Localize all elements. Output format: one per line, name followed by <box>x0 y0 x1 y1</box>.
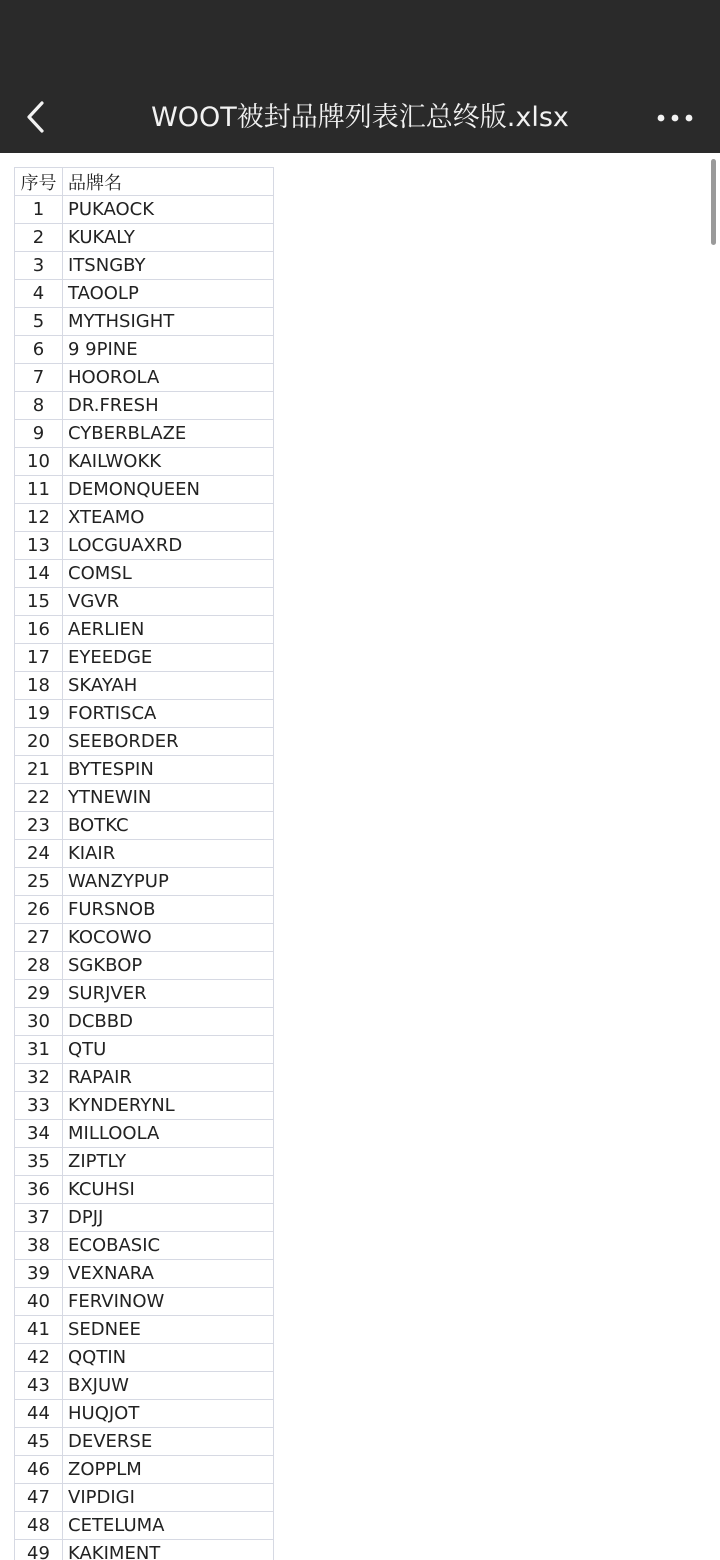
brand-name-cell[interactable]: 9 9PINE <box>63 336 274 364</box>
table-row <box>15 1400 274 1428</box>
brand-name-cell[interactable]: WANZYPUP <box>63 868 274 896</box>
brand-name-cell[interactable]: DPJJ <box>63 1204 274 1232</box>
brand-name-cell[interactable]: TAOOLP <box>63 280 274 308</box>
brand-table <box>14 167 274 1560</box>
table-row <box>15 224 274 252</box>
brand-name-cell[interactable]: YTNEWIN <box>63 784 274 812</box>
row-index-cell[interactable]: 6 <box>15 336 63 364</box>
header-row <box>15 168 274 196</box>
table-row <box>15 336 274 364</box>
brand-name-cell[interactable]: ZIPTLY <box>63 1148 274 1176</box>
table-row <box>15 280 274 308</box>
brand-name-cell[interactable]: BOTKC <box>63 812 274 840</box>
brand-name-cell[interactable]: FURSNOB <box>63 896 274 924</box>
table-row <box>15 840 274 868</box>
row-index-cell[interactable]: 35 <box>15 1148 63 1176</box>
table-row <box>15 896 274 924</box>
table-row <box>15 504 274 532</box>
row-index-cell[interactable]: 7 <box>15 364 63 392</box>
brand-name-cell[interactable]: BYTESPIN <box>63 756 274 784</box>
brand-name-cell[interactable]: MYTHSIGHT <box>63 308 274 336</box>
more-horizontal-icon <box>650 100 700 136</box>
brand-name-cell[interactable]: CYBERBLAZE <box>63 420 274 448</box>
brand-name-cell[interactable]: KAKIMENT <box>63 1540 274 1560</box>
row-index-cell[interactable]: 11 <box>15 476 63 504</box>
row-index-cell[interactable]: 3 <box>15 252 63 280</box>
brand-name-cell[interactable]: FERVINOW <box>63 1288 274 1316</box>
brand-name-cell[interactable]: COMSL <box>63 560 274 588</box>
row-index-cell[interactable]: 42 <box>15 1344 63 1372</box>
table-row <box>15 700 274 728</box>
row-index-cell[interactable]: 30 <box>15 1008 63 1036</box>
row-index-cell[interactable]: 9 <box>15 420 63 448</box>
row-index-cell[interactable]: 36 <box>15 1176 63 1204</box>
row-index-cell[interactable]: 5 <box>15 308 63 336</box>
brand-name-cell[interactable]: KYNDERYNL <box>63 1092 274 1120</box>
brand-name-cell[interactable]: AERLIEN <box>63 616 274 644</box>
row-index-cell[interactable]: 1 <box>15 196 63 224</box>
document-title: WOOT被封品牌列表汇总终版.xlsx <box>151 102 569 133</box>
table-row <box>15 1428 274 1456</box>
row-index-cell[interactable]: 12 <box>15 504 63 532</box>
table-row <box>15 392 274 420</box>
table-row <box>15 1344 274 1372</box>
table-row <box>15 252 274 280</box>
row-index-cell[interactable]: 33 <box>15 1092 63 1120</box>
table-row <box>15 420 274 448</box>
table-row <box>15 1232 274 1260</box>
row-index-cell[interactable]: 23 <box>15 812 63 840</box>
table-row <box>15 1316 274 1344</box>
brand-name-cell[interactable]: DEMONQUEEN <box>63 476 274 504</box>
table-row <box>15 476 274 504</box>
brand-name-cell[interactable]: FORTISCA <box>63 700 274 728</box>
column-header-index[interactable]: 序号 <box>15 168 63 196</box>
row-index-cell[interactable]: 2 <box>15 224 63 252</box>
brand-name-cell[interactable]: LOCGUAXRD <box>63 532 274 560</box>
table-row <box>15 1456 274 1484</box>
back-button[interactable] <box>14 92 62 142</box>
row-index-cell[interactable]: 27 <box>15 924 63 952</box>
table-row <box>15 1176 274 1204</box>
table-row <box>15 1120 274 1148</box>
table-row <box>15 364 274 392</box>
brand-name-cell[interactable]: KOCOWO <box>63 924 274 952</box>
table-row <box>15 952 274 980</box>
brand-name-cell[interactable]: ITSNGBY <box>63 252 274 280</box>
row-index-cell[interactable]: 10 <box>15 448 63 476</box>
row-index-cell[interactable]: 15 <box>15 588 63 616</box>
table-row <box>15 448 274 476</box>
brand-name-cell[interactable]: QQTIN <box>63 1344 274 1372</box>
table-row <box>15 1260 274 1288</box>
brand-name-cell[interactable]: XTEAMO <box>63 504 274 532</box>
brand-name-cell[interactable]: PUKAOCK <box>63 196 274 224</box>
brand-name-cell[interactable]: HUQJOT <box>63 1400 274 1428</box>
row-index-cell[interactable]: 49 <box>15 1540 63 1560</box>
brand-name-cell[interactable]: KUKALY <box>63 224 274 252</box>
table-row <box>15 644 274 672</box>
table-row <box>15 756 274 784</box>
row-index-cell[interactable]: 48 <box>15 1512 63 1540</box>
table-row <box>15 784 274 812</box>
table-row <box>15 196 274 224</box>
brand-name-cell[interactable]: DR.FRESH <box>63 392 274 420</box>
row-index-cell[interactable]: 39 <box>15 1260 63 1288</box>
vertical-scrollbar[interactable] <box>711 159 716 245</box>
row-index-cell[interactable]: 29 <box>15 980 63 1008</box>
table-row <box>15 1204 274 1232</box>
brand-name-cell[interactable]: EYEEDGE <box>63 644 274 672</box>
row-index-cell[interactable]: 45 <box>15 1428 63 1456</box>
table-row <box>15 1372 274 1400</box>
row-index-cell[interactable]: 22 <box>15 784 63 812</box>
row-index-cell[interactable]: 19 <box>15 700 63 728</box>
row-index-cell[interactable]: 41 <box>15 1316 63 1344</box>
table-row <box>15 868 274 896</box>
brand-name-cell[interactable]: VIPDIGI <box>63 1484 274 1512</box>
brand-name-cell[interactable]: SURJVER <box>63 980 274 1008</box>
table-row <box>15 1064 274 1092</box>
brand-name-cell[interactable]: CETELUMA <box>63 1512 274 1540</box>
brand-name-cell[interactable]: SEDNEE <box>63 1316 274 1344</box>
brand-name-cell[interactable]: KAILWOKK <box>63 448 274 476</box>
table-row <box>15 812 274 840</box>
table-row <box>15 728 274 756</box>
brand-name-cell[interactable]: MILLOOLA <box>63 1120 274 1148</box>
brand-name-cell[interactable]: SEEBORDER <box>63 728 274 756</box>
table-row <box>15 1288 274 1316</box>
table-row <box>15 924 274 952</box>
row-index-cell[interactable]: 4 <box>15 280 63 308</box>
row-index-cell[interactable]: 17 <box>15 644 63 672</box>
row-index-cell[interactable]: 37 <box>15 1204 63 1232</box>
row-index-cell[interactable]: 24 <box>15 840 63 868</box>
brand-name-cell[interactable]: SKAYAH <box>63 672 274 700</box>
row-index-cell[interactable]: 40 <box>15 1288 63 1316</box>
brand-name-cell[interactable]: QTU <box>63 1036 274 1064</box>
row-index-cell[interactable]: 44 <box>15 1400 63 1428</box>
brand-name-cell[interactable]: SGKBOP <box>63 952 274 980</box>
table-row <box>15 1540 274 1560</box>
row-index-cell[interactable]: 21 <box>15 756 63 784</box>
row-index-cell[interactable]: 16 <box>15 616 63 644</box>
table-row <box>15 1008 274 1036</box>
row-index-cell[interactable]: 31 <box>15 1036 63 1064</box>
row-index-cell[interactable]: 8 <box>15 392 63 420</box>
row-index-cell[interactable]: 28 <box>15 952 63 980</box>
brand-name-cell[interactable]: DEVERSE <box>63 1428 274 1456</box>
table-row <box>15 560 274 588</box>
row-index-cell[interactable]: 47 <box>15 1484 63 1512</box>
row-index-cell[interactable]: 13 <box>15 532 63 560</box>
chevron-left-icon <box>14 92 62 142</box>
brand-name-cell[interactable]: BXJUW <box>63 1372 274 1400</box>
table-row <box>15 532 274 560</box>
table-row <box>15 1484 274 1512</box>
column-header-brand[interactable]: 品牌名 <box>63 168 274 196</box>
brand-name-cell[interactable]: RAPAIR <box>63 1064 274 1092</box>
row-index-cell[interactable]: 34 <box>15 1120 63 1148</box>
row-index-cell[interactable]: 18 <box>15 672 63 700</box>
row-index-cell[interactable]: 32 <box>15 1064 63 1092</box>
more-options-button[interactable] <box>650 100 700 136</box>
brand-name-cell[interactable]: KCUHSI <box>63 1176 274 1204</box>
table-row <box>15 588 274 616</box>
table-row <box>15 1512 274 1540</box>
top-navigation-bar <box>0 0 720 153</box>
row-index-cell[interactable]: 26 <box>15 896 63 924</box>
row-index-cell[interactable]: 43 <box>15 1372 63 1400</box>
table-row <box>15 308 274 336</box>
brand-name-cell[interactable]: HOOROLA <box>63 364 274 392</box>
table-row <box>15 672 274 700</box>
brand-name-cell[interactable]: KIAIR <box>63 840 274 868</box>
brand-name-cell[interactable]: ECOBASIC <box>63 1232 274 1260</box>
table-row <box>15 1148 274 1176</box>
table-row <box>15 1092 274 1120</box>
brand-name-cell[interactable]: VEXNARA <box>63 1260 274 1288</box>
row-index-cell[interactable]: 20 <box>15 728 63 756</box>
brand-name-cell[interactable]: VGVR <box>63 588 274 616</box>
table-row <box>15 980 274 1008</box>
row-index-cell[interactable]: 38 <box>15 1232 63 1260</box>
brand-name-cell[interactable]: ZOPPLM <box>63 1456 274 1484</box>
row-index-cell[interactable]: 14 <box>15 560 63 588</box>
table-row <box>15 1036 274 1064</box>
row-index-cell[interactable]: 25 <box>15 868 63 896</box>
table-row <box>15 616 274 644</box>
spreadsheet-area[interactable] <box>0 153 720 1560</box>
brand-name-cell[interactable]: DCBBD <box>63 1008 274 1036</box>
row-index-cell[interactable]: 46 <box>15 1456 63 1484</box>
